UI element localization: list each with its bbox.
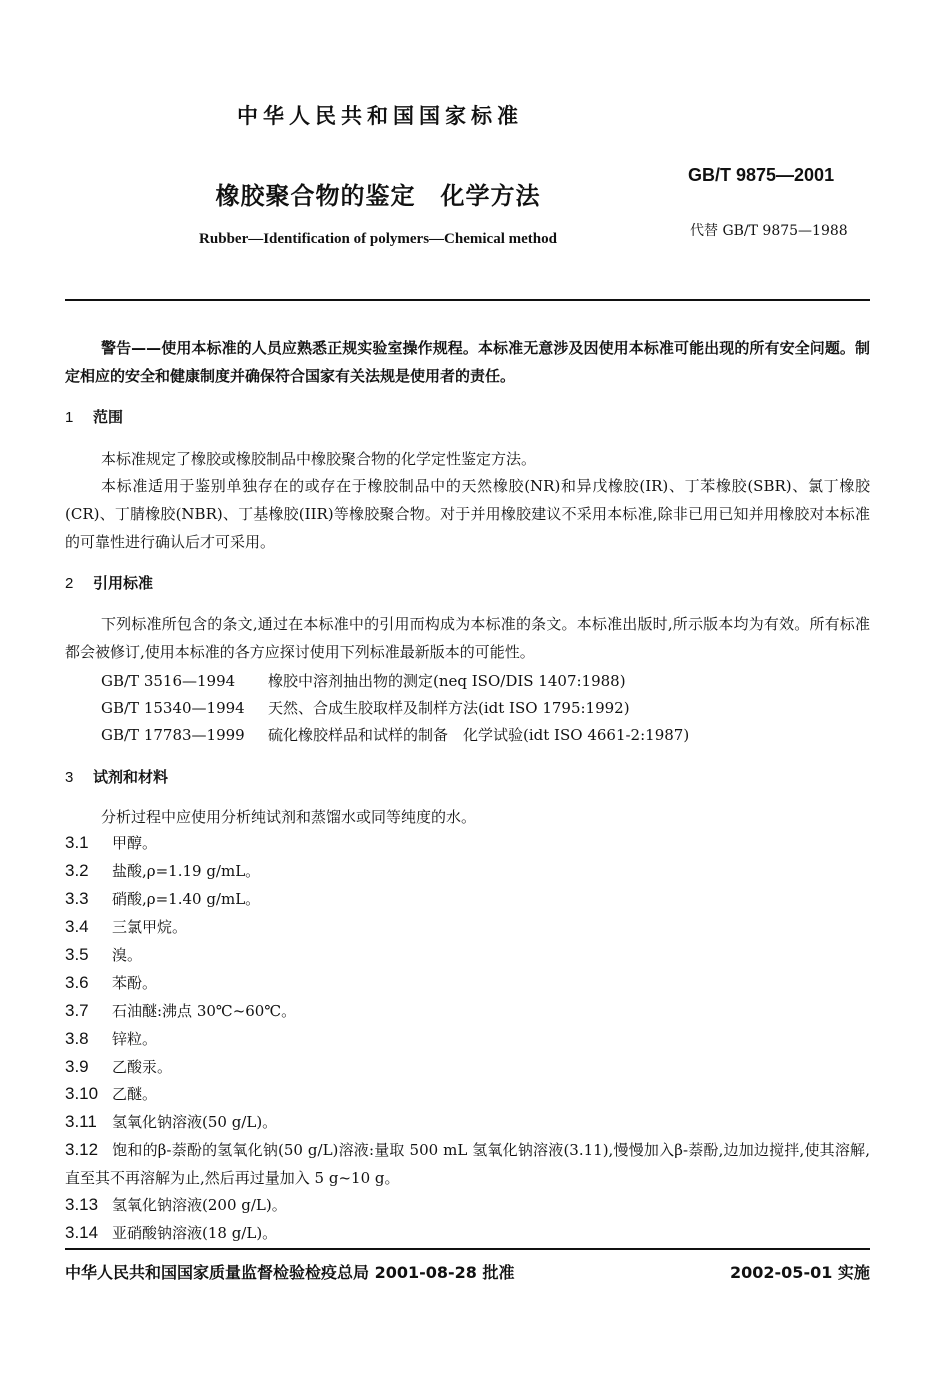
item-number: 3.4	[65, 917, 89, 936]
warning-paragraph: 警告——使用本标准的人员应熟悉正规实验室操作规程。本标准无意涉及因使用本标准可能出现的所有安全问题。制定相应的安全和健康制度并确保符合国家有关法规是使用者的责任。	[65, 339, 870, 385]
footer-divider	[65, 1248, 870, 1250]
title-chinese: 橡胶聚合物的鉴定 化学方法	[215, 182, 541, 210]
standard-code: GB/T 9875—2001	[688, 165, 835, 185]
item-text: 硝酸,ρ=1.40 g/mL。	[112, 890, 261, 908]
item-number: 3.11	[65, 1112, 97, 1131]
section-title: 范围	[93, 408, 124, 426]
item-number: 3.12	[65, 1140, 99, 1159]
reference-title: 橡胶中溶剂抽出物的测定(neq ISO/DIS 1407:1988)	[268, 672, 626, 690]
item-text: 乙酸汞。	[112, 1058, 173, 1076]
section-number: 2	[65, 575, 74, 592]
section-reagents-heading	[65, 766, 168, 787]
item-text: 石油醚:沸点 30℃~60℃。	[112, 1002, 297, 1020]
item-text: 甲醇。	[112, 834, 158, 852]
item-text: 溴。	[112, 946, 143, 964]
reagent-item	[65, 944, 142, 965]
item-number: 3.13	[65, 1195, 99, 1214]
section-number: 1	[65, 409, 74, 426]
header-divider	[65, 299, 870, 301]
item-number: 3.1	[65, 833, 89, 852]
reagent-item	[65, 1222, 277, 1243]
section-title: 试剂和材料	[93, 768, 169, 786]
item-number: 3.10	[65, 1084, 99, 1103]
reagent-item	[65, 1194, 287, 1215]
reagent-item	[65, 860, 260, 881]
section-scope-heading	[65, 406, 123, 427]
item-text: 饱和的β-萘酚的氢氧化钠(50 g/L)溶液:量取 500 mL 氢氧化钠溶液(3.11),慢慢加入β-萘酚,边加边搅拌,使其溶解,直至其不再溶解为止,然后再过量加入 5 g~10 g。	[65, 1141, 870, 1187]
item-text: 锌粒。	[112, 1030, 158, 1048]
reference-line	[101, 670, 626, 691]
reference-line	[101, 724, 689, 745]
item-number: 3.2	[65, 861, 89, 880]
item-number: 3.9	[65, 1057, 89, 1076]
reference-code: GB/T 17783—1999	[101, 726, 245, 744]
item-text: 三氯甲烷。	[112, 918, 188, 936]
reagent-item	[65, 972, 157, 993]
item-text: 盐酸,ρ=1.19 g/mL。	[112, 862, 261, 880]
section-title: 引用标准	[93, 574, 154, 592]
effective-date: 2002-05-01 实施	[730, 1263, 870, 1282]
reagent-item	[65, 1083, 157, 1104]
item-number: 3.5	[65, 945, 89, 964]
replaces-standard: 代替 GB/T 9875—1988	[690, 223, 848, 239]
scope-paragraph-2: 本标准适用于鉴别单独存在的或存在于橡胶制品中的天然橡胶(NR)和异戊橡胶(IR)、丁苯橡胶(SBR)、氯丁橡胶(CR)、丁腈橡胶(NBR)、丁基橡胶(IIR)等橡胶聚合物。对于并用橡胶建议不采用本标准,除非已用已知并用橡胶对本标准的可靠性进行确认后才可采用。	[65, 477, 870, 551]
reference-line	[101, 697, 630, 718]
reference-code: GB/T 3516—1994	[101, 672, 236, 690]
reagent-item	[65, 832, 157, 853]
references-paragraph: 下列标准所包含的条文,通过在本标准中的引用而构成为本标准的条文。本标准出版时,所示版本均为有效。所有标准都会被修订,使用本标准的各方应探讨使用下列标准最新版本的可能性。	[65, 615, 870, 661]
title-english: Rubber—Identification of polymers—Chemical method	[199, 231, 557, 247]
reagent-item	[65, 1000, 296, 1021]
item-text: 亚硝酸钠溶液(18 g/L)。	[112, 1224, 278, 1242]
reference-title: 天然、合成生胶取样及制样方法(idt ISO 1795:1992)	[268, 699, 630, 717]
section-references-heading	[65, 572, 153, 593]
item-number: 3.8	[65, 1029, 89, 1048]
item-number: 3.6	[65, 973, 89, 992]
reagent-item	[65, 1136, 870, 1192]
item-text: 氢氧化钠溶液(200 g/L)。	[112, 1196, 287, 1214]
item-text: 氢氧化钠溶液(50 g/L)。	[112, 1113, 278, 1131]
reference-code: GB/T 15340—1994	[101, 699, 245, 717]
reagent-item	[65, 1111, 277, 1132]
reagent-item	[65, 888, 260, 909]
reference-title: 硫化橡胶样品和试样的制备 化学试验(idt ISO 4661-2:1987)	[268, 726, 690, 744]
reagents-intro: 分析过程中应使用分析纯试剂和蒸馏水或同等纯度的水。	[101, 808, 477, 826]
scope-paragraph-1: 本标准规定了橡胶或橡胶制品中橡胶聚合物的化学定性鉴定方法。	[101, 450, 537, 468]
reagent-item	[65, 1056, 172, 1077]
approval-line: 中华人民共和国国家质量监督检验检疫总局 2001-08-28 批准	[65, 1263, 515, 1282]
reagent-item	[65, 1028, 157, 1049]
item-text: 乙醚。	[112, 1085, 158, 1103]
section-number: 3	[65, 769, 74, 786]
item-number: 3.14	[65, 1223, 99, 1242]
item-number: 3.7	[65, 1001, 89, 1020]
item-text: 苯酚。	[112, 974, 158, 992]
item-number: 3.3	[65, 889, 89, 908]
national-standard-heading: 中华人民共和国国家标准	[237, 104, 523, 128]
reagent-item	[65, 916, 187, 937]
